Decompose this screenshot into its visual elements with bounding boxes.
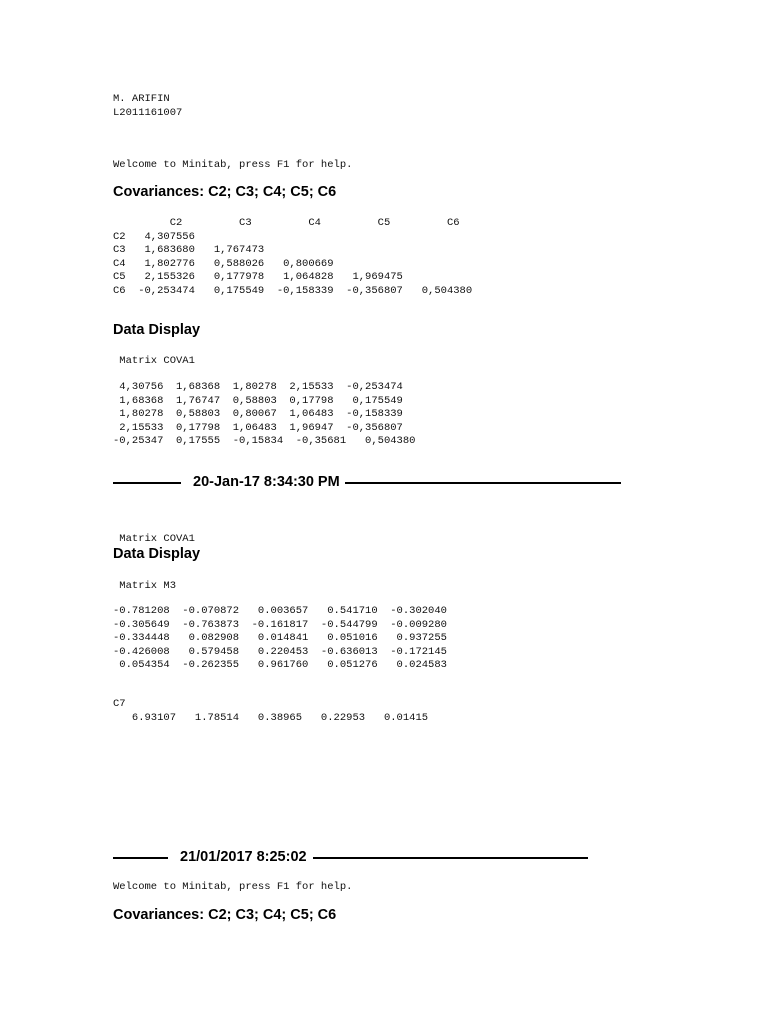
c7-label: C7 [113,698,126,710]
matrix-row: -0.305649 -0.763873 -0.161817 -0.544799 -0.009280 [113,618,447,631]
matrix-row: 1,68368 1,76747 0,58803 0,17798 0,175549 [113,394,403,407]
author-block [113,93,182,120]
matrix-row: 0.054354 -0.262355 0.961760 0.051276 0.024583 [113,659,447,671]
matrix-table [113,381,415,449]
covariance-row: C3 1,683680 1,767473 [113,244,265,256]
welcome-message: Welcome to Minitab, press F1 for help. [113,159,353,171]
session-timestamp: 20-Jan-17 8:34:30 PM [193,474,340,490]
matrix-label: Matrix M3 [113,580,177,592]
covariance-row: C4 1,802776 0,588026 0,800669 [113,257,334,270]
matrix-row: -0.781208 -0.070872 0.003657 0.541710 -0.302040 [113,605,447,617]
matrix-label: Matrix COVA1 [113,533,195,545]
covariance-row: C6 -0,253474 0,175549 -0,158339 -0,356807 0,504380 [113,284,473,297]
separator-rule-right [345,482,621,484]
separator-rule-right [313,857,588,859]
matrix-row: 2,15533 0,17798 1,06483 1,96947 -0,356807 [113,421,403,434]
c7-values: 6.93107 1.78514 0.38965 0.22953 0.01415 [113,711,429,724]
matrix-row: -0.426008 0.579458 0.220453 -0.636013 -0.172145 [113,645,447,658]
separator-rule-left [113,482,181,484]
covariance-column-headers: C2 C3 C4 C5 C6 [113,217,460,229]
data-display-heading: Data Display [113,322,201,338]
matrix-row: -0.334448 0.082908 0.014841 0.051016 0.937255 [113,632,447,644]
c7-block [113,698,428,725]
matrix-label: Matrix COVA1 [113,355,195,367]
matrix-row: 1,80278 0,58803 0,80067 1,06483 -0,158339 [113,408,403,420]
matrix-row: 4,30756 1,68368 1,80278 2,15533 -0,253474 [113,381,403,393]
matrix-table [113,605,447,673]
author-name: M. ARIFIN [113,93,170,105]
welcome-message: Welcome to Minitab, press F1 for help. [113,881,353,893]
matrix-row: -0,25347 0,17555 -0,15834 -0,35681 0,504380 [113,435,416,447]
covariances-heading: Covariances: C2; C3; C4; C5; C6 [113,184,337,200]
session-timestamp: 21/01/2017 8:25:02 [180,849,307,865]
covariances-heading: Covariances: C2; C3; C4; C5; C6 [113,907,337,923]
data-display-heading: Data Display [113,546,201,562]
separator-rule-left [113,857,168,859]
covariance-row: C2 4,307556 [113,230,195,243]
covariance-table [113,217,472,298]
covariance-row: C5 2,155326 0,177978 1,064828 1,969475 [113,271,403,283]
student-id: L2011161007 [113,106,183,119]
